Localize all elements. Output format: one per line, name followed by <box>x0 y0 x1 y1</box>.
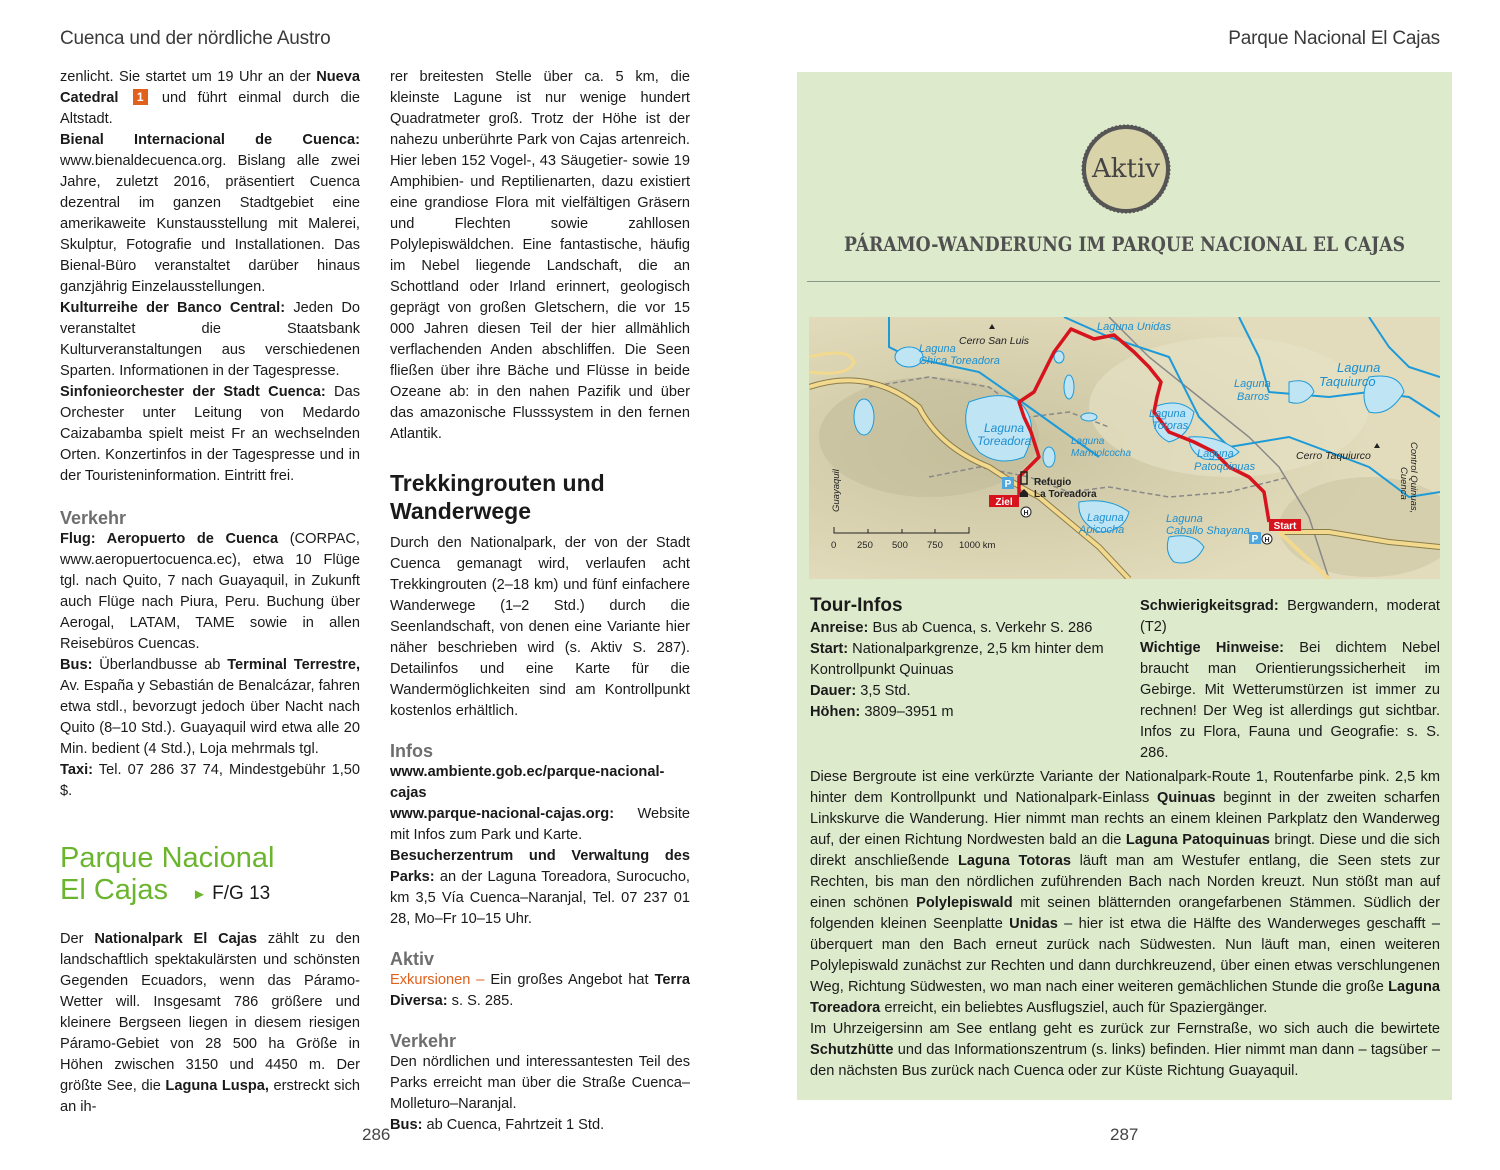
svg-text:Refugio: Refugio <box>1034 477 1072 488</box>
svg-text:Chica Toreadora: Chica Toreadora <box>919 355 1000 367</box>
svg-text:Toreadora: Toreadora <box>977 434 1032 448</box>
svg-text:0: 0 <box>831 540 837 551</box>
svg-text:Laguna: Laguna <box>1337 360 1381 375</box>
page-number-right: 287 <box>1110 1125 1139 1144</box>
flug-entry: Flug: Aeropuerto de Cuenca (CORPAC, www.aeropuertocuenca.ec), etwa 10 Flüge tgl. nach Quito, 7 nach Guayaquil, in Zukunft auch Flüge nach Piura, Peru. Buchung über Aerogal, LATAM, TAME sowie in allen Reisebüros Cuencas. <box>60 531 360 652</box>
svg-text:Laguna: Laguna <box>1166 513 1203 525</box>
svg-text:Totoras: Totoras <box>1152 420 1189 432</box>
taxi-entry: Taxi: Tel. 07 286 37 74, Mindestgebühr 1,50 $. <box>60 762 360 799</box>
anreise-row: Anreise: Bus ab Cuenca, s. Verkehr S. 286 <box>810 620 1093 636</box>
box-title: PÁRAMO-WANDERUNG IM PARQUE NACIONAL EL CAJAS <box>843 232 1406 256</box>
bus-entry-2: Bus: ab Cuenca, Fahrtzeit 1 Std. <box>390 1117 605 1133</box>
svg-text:Cuenca: Cuenca <box>1398 467 1409 500</box>
svg-text:Control Quinuas,: Control Quinuas, <box>1408 442 1419 514</box>
svg-text:250: 250 <box>857 540 873 551</box>
svg-text:Start: Start <box>1273 521 1297 532</box>
aktiv-box <box>797 72 1452 1100</box>
aktiv-seal: Aktiv <box>1081 124 1171 214</box>
sinfonie-entry: Sinfonieorchester der Stadt Cuenca: Das Orchester unter Leitung von Medardo Caizabamba spielt meist Fr an wechselnden Orten. Konzertinfos in der Tagespresse und in der Touristeninformation. Eintritt frei. <box>60 384 360 484</box>
park-description: rer breitesten Stelle über ca. 5 km, die kleinste Lagune ist nur wenige hundert Quadratmeter groß. Trotz der Höhe ist der nahezu unberührte Park von Cajas artenreich. Hier leben 152 Vogel-, 43 Säugetier- sowie 19 Amphibien- und Reptilienarten, dazu existiert eine grandiose Flora mit vielfältigen Gräsern und Flechten sowie zahllosen Polylepiswäldchen. Eine fantastische, häufig im Nebel liegende Landschaft, die an Schottland oder Irland erinnert, geologisch geprägt von großen Gletschern, die vor 15 000 Jahren diesen Teil der hier allmählich verflachenden Anden abschliffen. Die Seen fließen über ihre Bäche und Flüsse in beide Ozeane ab: in den nahen Pazifik und über das amazonische Flusssystem in den fernen Atlantik. <box>390 69 690 442</box>
svg-text:P: P <box>1004 479 1012 490</box>
besucherzentrum-entry: Besucherzentrum und Verwaltung des Parks: an der Laguna Toreadora, Surocucho, km 3,5 Vía Cuenca–Naranjal, Tel. 07 237 01 28, Mo–Fr 10–15 Uhr. <box>390 848 690 927</box>
route-description: Diese Bergroute ist eine verkürzte Variante der Nationalpark-Route 1, Routenfarbe pink. 2,5 km hinter dem Kontrollpunkt und Nationalpark-Einlass Quinuas beginnt in der zweiten scharfen Linkskurve die Wanderung. Hier nimmt man rechts an einem kleinen Parkplatz den Wanderweg auf, der einen Richtung Nordwesten bald an die Laguna Patoquinuas bringt. Diese und die sich direkt anschließende Laguna Totoras läuft man am Westufer entlang, die Seen stets zur Rechten, bis man den nördlichen zuführenden Bach nach Norden kreuzt. Nun stößt man auf einen schönen Polylepiswald mit seinen blätternden orangefarbenen Stämmen. Südlich der folgenden kleinen Seenplatte Unidas – hier ist etwa die Hälfte des Wanderweges geschafft – überquert man den Bach erneut zurück nach Südwesten. Nun läuft man, einen weiteren Polylepiswald zunächst zur Rechten und dann durchkreuzend, über einen etwas verschlungenen Weg, Richtung Südwesten, wo man nach einer weiteren gemächlichen Stunde die große Laguna Toreadora erreicht, ein beliebtes Ausflugsziel, auch für Spaziergänger. Im Uhrzeigersinn am See entlang geht es zurück zur Fernstraße, wo sich auch die bewirtete Schutzhütte und das Informationszentrum (s. links) befinden. Hier nimmt man dann – tagsüber – den nächsten Bus zurück nach Cuenca oder zur Küste Richtung Guayaquil. <box>810 769 1441 1079</box>
svg-text:Apicocha: Apicocha <box>1079 524 1125 536</box>
trekking-text: Durch den Nationalpark, der von der Stadt Cuenca gemanagt wird, verlaufen acht Trekkingrouten (2–18 km) und fünf einfachere Wanderwege (1–2 Std.) durch die Seenlandschaft, von denen eine Variante hier näher beschrieben wird (s. Aktiv S. 287). Detailinfos und eine Karte für die Wandermöglichkeiten sind am Kontrollpunkt kostenlos erhältlich. <box>390 535 690 719</box>
svg-text:H: H <box>1023 510 1029 517</box>
svg-text:Laguna: Laguna <box>1071 436 1105 447</box>
svg-text:Laguna: Laguna <box>1149 408 1186 420</box>
running-head-right: Parque Nacional El Cajas <box>1228 28 1440 49</box>
left-column-2 <box>390 67 690 1136</box>
map-reference: ► F/G 13 <box>192 883 271 904</box>
svg-text:Guayaquil: Guayaquil <box>831 469 842 512</box>
infos-link-ambiente[interactable]: www.ambiente.gob.ec/parque-nacional-cajas <box>390 764 665 801</box>
svg-text:Laguna: Laguna <box>1087 512 1124 524</box>
tour-infos-heading: Tour-Infos <box>810 595 903 616</box>
svg-text:Caballo Shayana: Caballo Shayana <box>1166 525 1250 537</box>
svg-text:Cerro Taquiurco: Cerro Taquiurco <box>1296 450 1371 462</box>
dauer-row: Dauer: 3,5 Std. <box>810 683 911 699</box>
svg-text:Marmolcocha: Marmolcocha <box>1071 448 1132 459</box>
bus-entry: Bus: Überlandbusse ab Terminal Terrestre, Av. España y Sebastián de Benalcázar, fahren etwa stdl., bevorzugt jedoch über Nacht nach Quito (8–10 Std.). Guayaquil wird etwa alle 20 Min. bedient (4 Std.), Loja mehrmals tgl. <box>60 657 361 757</box>
park-intro: Der Nationalpark El Cajas zählt zu den landschaftlich spektakulärsten und schönsten Gegenden Ecuadors, wenn das Páramo-Wetter will. Insgesamt 786 größere und kleinere Bergseen liegen in diesem riesigen Páramo-Gebiet von 28 500 ha Größe in Höhen zwischen 3150 und 4450 m. Der größte See, die Laguna Luspa, erstreckt sich an ih- <box>60 931 361 1115</box>
map-marker-badge: 1 <box>133 89 148 105</box>
hinweise-row: Wichtige Hinweise: Bei dichtem Nebel braucht man Orientierungssicherheit im Gebirge. Mit Wetterumstürzen ist immer zu rechnen! Der Weg ist allerdings gut sichtbar. Infos zu Flora, Fauna und Geografie: s. S. 286. <box>1140 640 1440 761</box>
svg-text:500: 500 <box>892 540 908 551</box>
verkehr-text: Den nördlichen und interessantesten Teil des Parks erreicht man über die Straße Cuenca–Molleturo–Naranjal. <box>390 1054 690 1112</box>
hoehen-row: Höhen: 3809–3951 m <box>810 704 954 720</box>
svg-text:1000 km: 1000 km <box>959 540 996 551</box>
svg-text:La Toreadora: La Toreadora <box>1034 489 1097 500</box>
park-title: Parque Nacional El Cajas ► F/G 13 <box>60 842 275 906</box>
svg-text:Laguna: Laguna <box>984 421 1025 435</box>
route-map <box>809 317 1440 579</box>
svg-text:Ziel: Ziel <box>995 497 1013 508</box>
svg-text:Laguna: Laguna <box>1197 448 1234 460</box>
infos-link-cajas: www.parque-nacional-cajas.org: Website mit Infos zum Park und Karte. <box>390 806 690 843</box>
start-row: Start: Nationalparkgrenze, 2,5 km hinter dem Kontrollpunkt Quinuas <box>810 641 1104 678</box>
triangle-arrow-icon: ► <box>192 886 207 903</box>
left-column-1 <box>60 67 360 1118</box>
kulturreihe-entry: Kulturreihe der Banco Central: Jeden Do veranstaltet die Staatsbank Kulturveranstaltungen aus verschiedenen Sparten. Informationen in der Tagespresse. <box>60 300 360 379</box>
svg-text:750: 750 <box>927 540 943 551</box>
aktiv-heading: Aktiv <box>390 949 435 969</box>
intro-paragraph: zenlicht. Sie startet um 19 Uhr an der Nueva Catedral 1 und führt einmal durch die Altstadt. <box>60 69 361 127</box>
tour-infos-right <box>1140 596 1440 764</box>
running-head-left: Cuenca und der nördliche Austro <box>60 28 331 49</box>
schwierigkeit-row: Schwierigkeitsgrad: Bergwandern, moderat (T2) <box>1140 598 1440 635</box>
infos-heading: Infos <box>390 741 433 761</box>
svg-text:Cerro San Luis: Cerro San Luis <box>959 335 1030 347</box>
svg-text:Laguna Unidas: Laguna Unidas <box>1097 321 1172 333</box>
trekking-heading: Trekkingrouten und Wanderwege <box>390 470 605 524</box>
svg-text:Laguna: Laguna <box>1234 378 1271 390</box>
svg-text:H: H <box>1264 537 1270 544</box>
page-number-left: 286 <box>362 1125 391 1144</box>
svg-text:Barros: Barros <box>1237 391 1270 403</box>
verkehr-heading: Verkehr <box>60 508 127 528</box>
svg-text:P: P <box>1251 534 1259 545</box>
svg-text:Laguna: Laguna <box>919 343 956 355</box>
bienal-entry: Bienal Internacional de Cuenca: www.bienaldecuenca.org. Bislang alle zwei Jahre, zuletzt 2016, präsentiert Cuenca dezentral im ganzen Stadtgebiet eine amerikaweite Kunstausstellung mit Malerei, Skulptur, Fotografie und Installationen. Das Bienal-Büro veranstaltet darüber hinaus ganzjährig Einzelausstellungen. <box>60 132 360 295</box>
svg-text:Taquiurco: Taquiurco <box>1319 374 1376 389</box>
tour-infos-left <box>810 594 1120 723</box>
verkehr-heading-2: Verkehr <box>390 1031 457 1051</box>
svg-text:Patoquinuas: Patoquinuas <box>1194 461 1256 473</box>
divider <box>807 281 1440 282</box>
aktiv-entry: Exkursionen – Ein großes Angebot hat Terra Diversa: s. S. 285. <box>390 972 690 1009</box>
